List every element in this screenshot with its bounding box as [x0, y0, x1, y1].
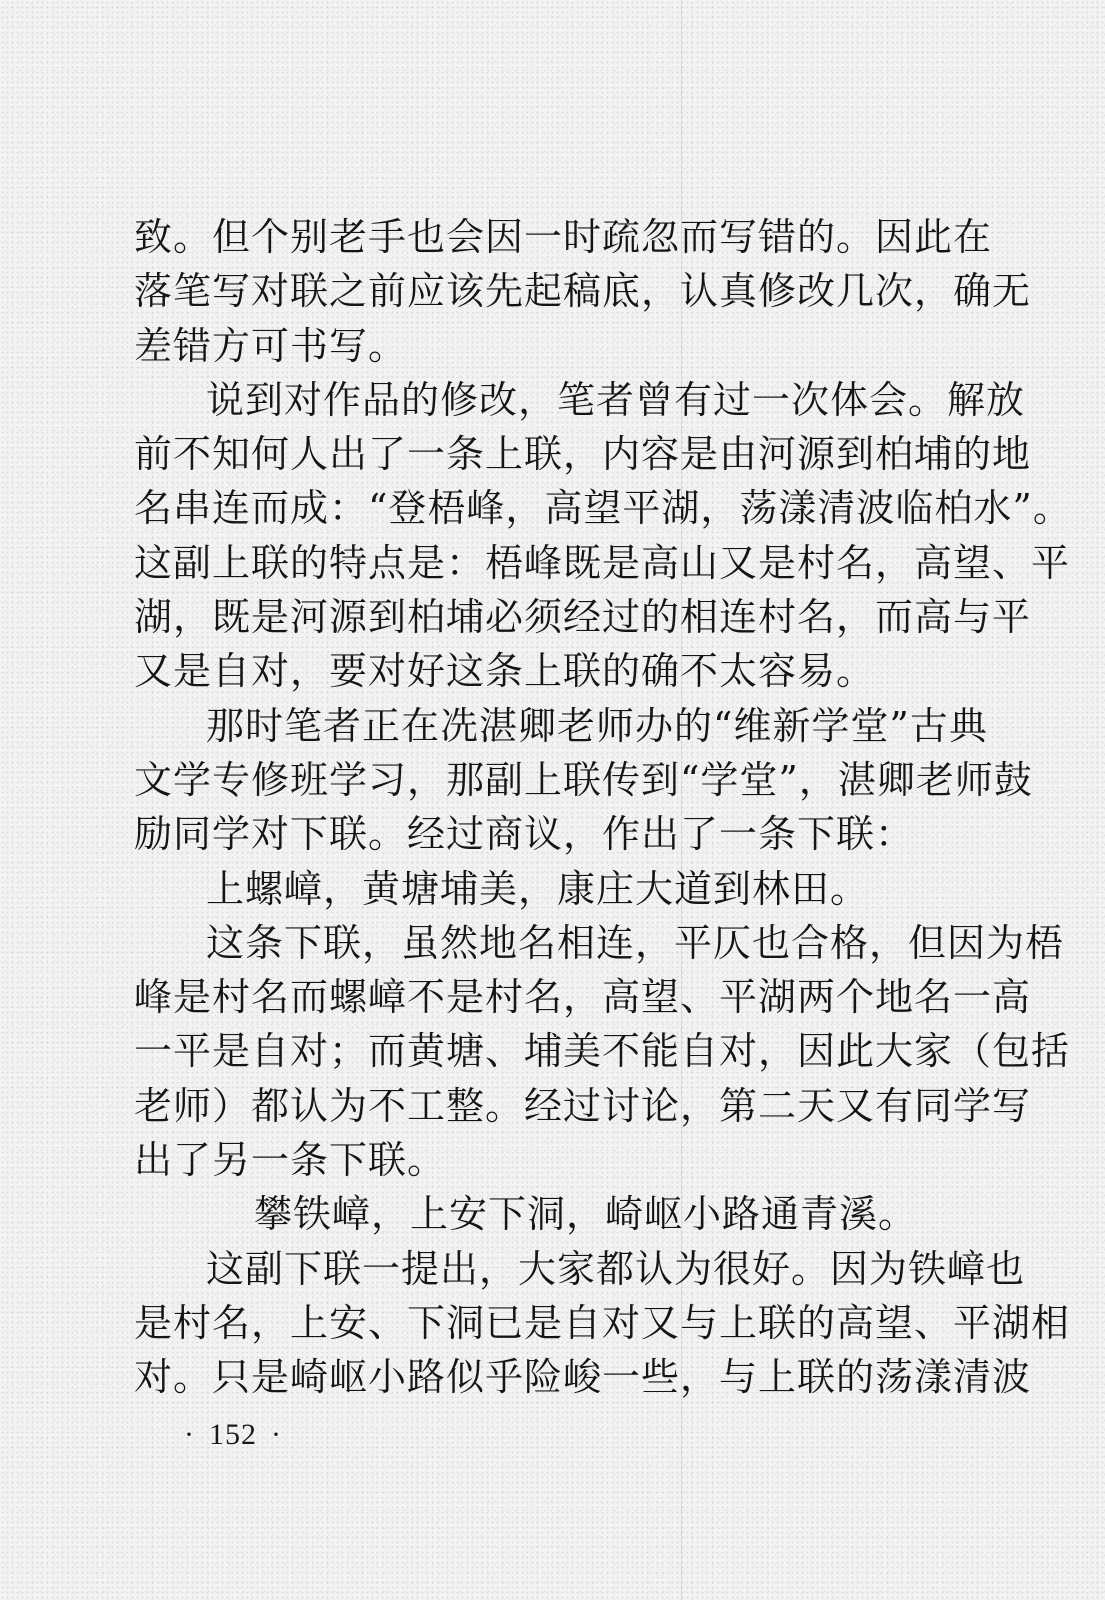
page-number	[170, 1418, 296, 1452]
paragraph-first-line: 那时笔者正在冼湛卿老师办的“维新学堂”古典	[206, 703, 988, 748]
couplet-line: 攀铁嶂，上安下洞，崎岖小路通青溪。	[254, 1192, 918, 1237]
text-line: 又是自对，要对好这条上联的确不太容易。	[134, 649, 876, 694]
text-line: 落笔写对联之前应该先起稿底，认真修改几次，确无	[134, 269, 1032, 314]
body-text	[134, 210, 1072, 1405]
text-line: 这副上联的特点是：梧峰既是高山又是村名，高望、平	[134, 540, 1071, 585]
text-line: 出了另一条下联。	[134, 1138, 447, 1183]
paragraph-first-line: 说到对作品的修改，笔者曾有过一次体会。解放	[206, 377, 1026, 422]
text-line: 致。但个别老手也会因一时疏忽而写错的。因此在	[134, 215, 993, 259]
text-line: 对。只是崎岖小路似乎险峻一些，与上联的荡漾清波	[134, 1355, 1032, 1400]
text-line: 差错方可书写。	[134, 323, 408, 368]
text-line: 名串连而成：“登梧峰，高望平湖，荡漾清波临柏水”。	[134, 486, 1072, 531]
text-line: 一平是自对；而黄塘、埔美不能自对，因此大家（包括	[134, 1029, 1071, 1074]
text-line: 励同学对下联。经过商议，作出了一条下联：	[134, 812, 915, 857]
paragraph-first-line: 这条下联，虽然地名相连，平仄也合格，但因为梧	[206, 920, 1065, 965]
text-line: 前不知何人出了一条上联，内容是由河源到柏埔的地	[134, 432, 1032, 477]
paragraph-first-line: 这副下联一提出，大家都认为很好。因为铁嶂也	[206, 1246, 1026, 1291]
text-line: 文学专修班学习，那副上联传到“学堂”，湛卿老师鼓	[134, 757, 1033, 802]
text-line: 湖，既是河源到柏埔必须经过的相连村名，而高与平	[134, 595, 1032, 640]
couplet-line: 上螺嶂，黄塘埔美，康庄大道到林田。	[206, 866, 870, 911]
text-line: 是村名，上安、下洞已是自对又与上联的高望、平湖相	[134, 1300, 1071, 1345]
text-line: 峰是村名而螺嶂不是村名，高望、平湖两个地名一高	[134, 975, 1032, 1020]
folio-dot-right: ·	[271, 1418, 282, 1451]
text-line: 老师）都认为不工整。经过讨论，第二天又有同学写	[134, 1083, 1032, 1128]
page-number-value: 152	[209, 1418, 257, 1451]
folio-dot-left: ·	[184, 1418, 195, 1451]
